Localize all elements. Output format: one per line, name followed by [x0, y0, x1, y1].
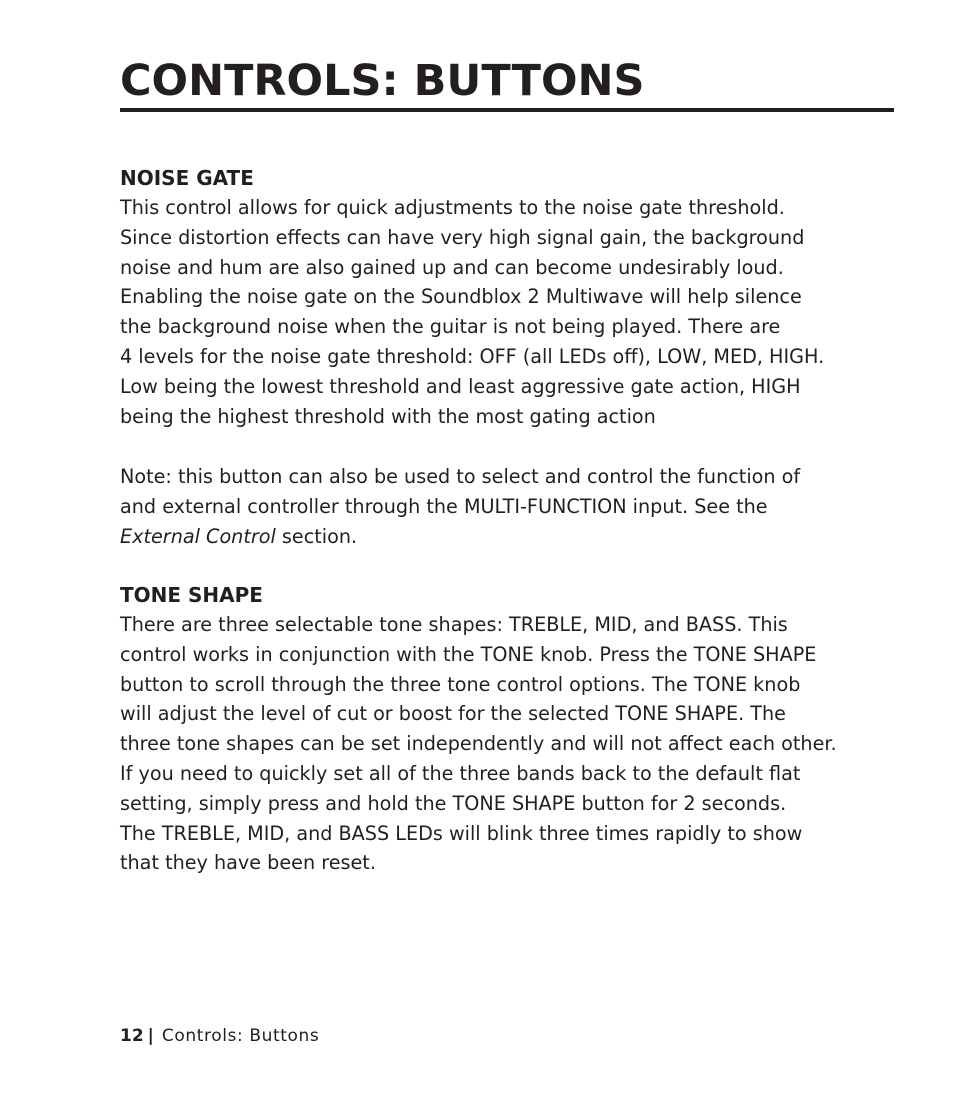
- tone-shape-line: setting, simply press and hold the TONE SHAPE button for 2 seconds.: [120, 791, 787, 815]
- noise-gate-heading: NOISE GATE: [120, 166, 254, 190]
- footer-separator: |: [147, 1026, 154, 1046]
- noise-gate-line: being the highest threshold with the most gating action: [120, 404, 656, 428]
- note-text: this button can also be used to select and control the function of: [171, 465, 801, 488]
- tone-shape-line: The TREBLE, MID, and BASS LEDs will blink three times rapidly to show: [120, 821, 803, 845]
- noise-gate-line: noise and hum are also gained up and can become undesirably loud.: [120, 255, 784, 279]
- noise-gate-body: [120, 193, 894, 431]
- tone-shape-heading: TONE SHAPE: [120, 583, 263, 607]
- note-text: section.: [275, 524, 358, 548]
- noise-gate-line: This control allows for quick adjustments to the noise gate threshold.: [120, 196, 785, 219]
- page-footer: [120, 1024, 319, 1048]
- tone-shape-line: will adjust the level of cut or boost for the selected TONE SHAPE. The: [120, 702, 786, 726]
- note-line: [120, 462, 894, 492]
- note-line: and external controller through the MULTI-FUNCTION input. See the: [120, 494, 768, 518]
- external-control-reference: External Control: [120, 524, 276, 548]
- tone-shape-line: button to scroll through the three tone control options. The TONE knob: [120, 672, 801, 696]
- noise-gate-line: Enabling the noise gate on the Soundblox 2 Multiwave will help silence: [120, 285, 802, 309]
- tone-shape-line: three tone shapes can be set independently and will not affect each other.: [120, 732, 837, 756]
- tone-shape-body: [120, 610, 894, 878]
- noise-gate-line: 4 levels for the noise gate threshold: OFF (all LEDs off), LOW, MED, HIGH.: [120, 344, 825, 368]
- running-title: Controls: Buttons: [161, 1026, 320, 1046]
- tone-shape-line: control works in conjunction with the TONE knob. Press the TONE SHAPE: [120, 642, 817, 666]
- note-label: Note:: [120, 465, 172, 488]
- page-number: 12: [120, 1026, 144, 1046]
- note-line: [120, 522, 894, 552]
- page-title: CONTROLS: BUTTONS: [120, 56, 645, 106]
- title-rule: [120, 108, 894, 112]
- tone-shape-line: There are three selectable tone shapes: TREBLE, MID, and BASS. This: [120, 613, 788, 636]
- noise-gate-line: the background noise when the guitar is not being played. There are: [120, 315, 781, 339]
- tone-shape-line: that they have been reset.: [120, 851, 376, 875]
- tone-shape-section: [120, 580, 894, 878]
- tone-shape-line: If you need to quickly set all of the three bands back to the default flat: [120, 761, 801, 785]
- noise-gate-line: Low being the lowest threshold and least aggressive gate action, HIGH: [120, 374, 801, 398]
- noise-gate-section: [120, 163, 894, 431]
- noise-gate-line: Since distortion effects can have very high signal gain, the background: [120, 225, 805, 249]
- note-paragraph: [120, 462, 894, 551]
